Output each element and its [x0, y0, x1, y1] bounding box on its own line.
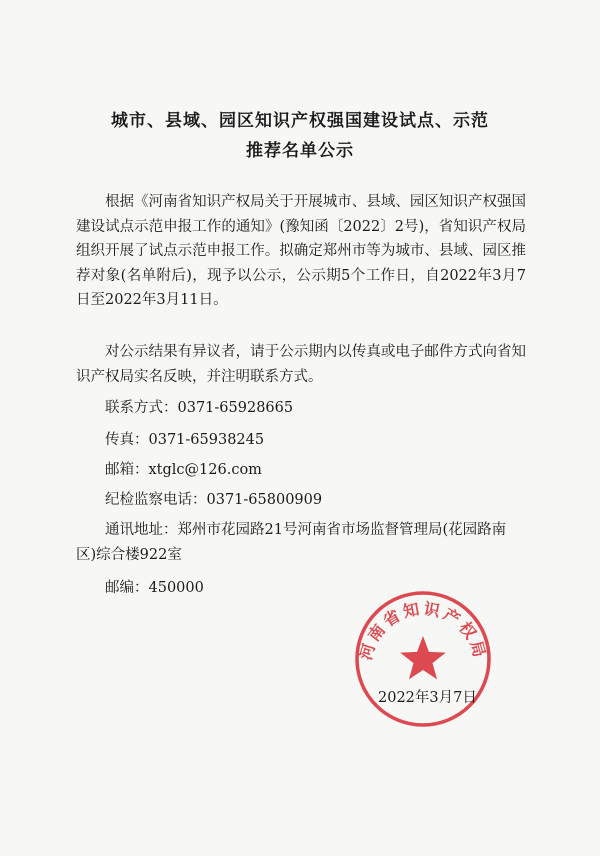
- discipline-phone: 纪检监察电话：0371-65800909: [105, 492, 323, 508]
- postcode: 邮编：450000: [105, 580, 204, 596]
- body-paragraph-1: 根据《河南省知识产权局关于开展城市、县域、园区知识产权强国建设试点示范申报工作的通知》(豫知函〔2022〕2号)，省知识产权局组织开展了试点示范申报工作。拟确定郑州市等为城市、县域、园区推荐对象(名单附后)，现予以公示，公示期5个工作日，自2022年3月7日至2022年3月11日。: [76, 194, 526, 308]
- official-seal: [352, 588, 494, 730]
- fax-number: 传真：0371-65938245: [105, 432, 265, 448]
- seal-text-path: 河南省知识产权局: [356, 598, 490, 663]
- mailing-address: 通讯地址：郑州市花园路21号河南省市场监督管理局(花园路南区)综合楼922室: [76, 522, 507, 563]
- contact-phone: 联系方式：0371-65928665: [105, 400, 294, 416]
- document-title-line2: 推荐名单公示: [246, 141, 354, 161]
- body-paragraph-2: 对公示结果有异议者，请于公示期内以传真或电子邮件方式向省知识产权局实名反映，并注明联系方式。: [76, 344, 526, 385]
- document-title-line1: 城市、县域、园区知识产权强国建设试点、示范: [111, 111, 489, 131]
- seal-star-icon: [400, 636, 446, 679]
- email-address: 邮箱：xtglc@126.com: [105, 462, 262, 478]
- document-date: 2022年3月7日: [378, 690, 477, 706]
